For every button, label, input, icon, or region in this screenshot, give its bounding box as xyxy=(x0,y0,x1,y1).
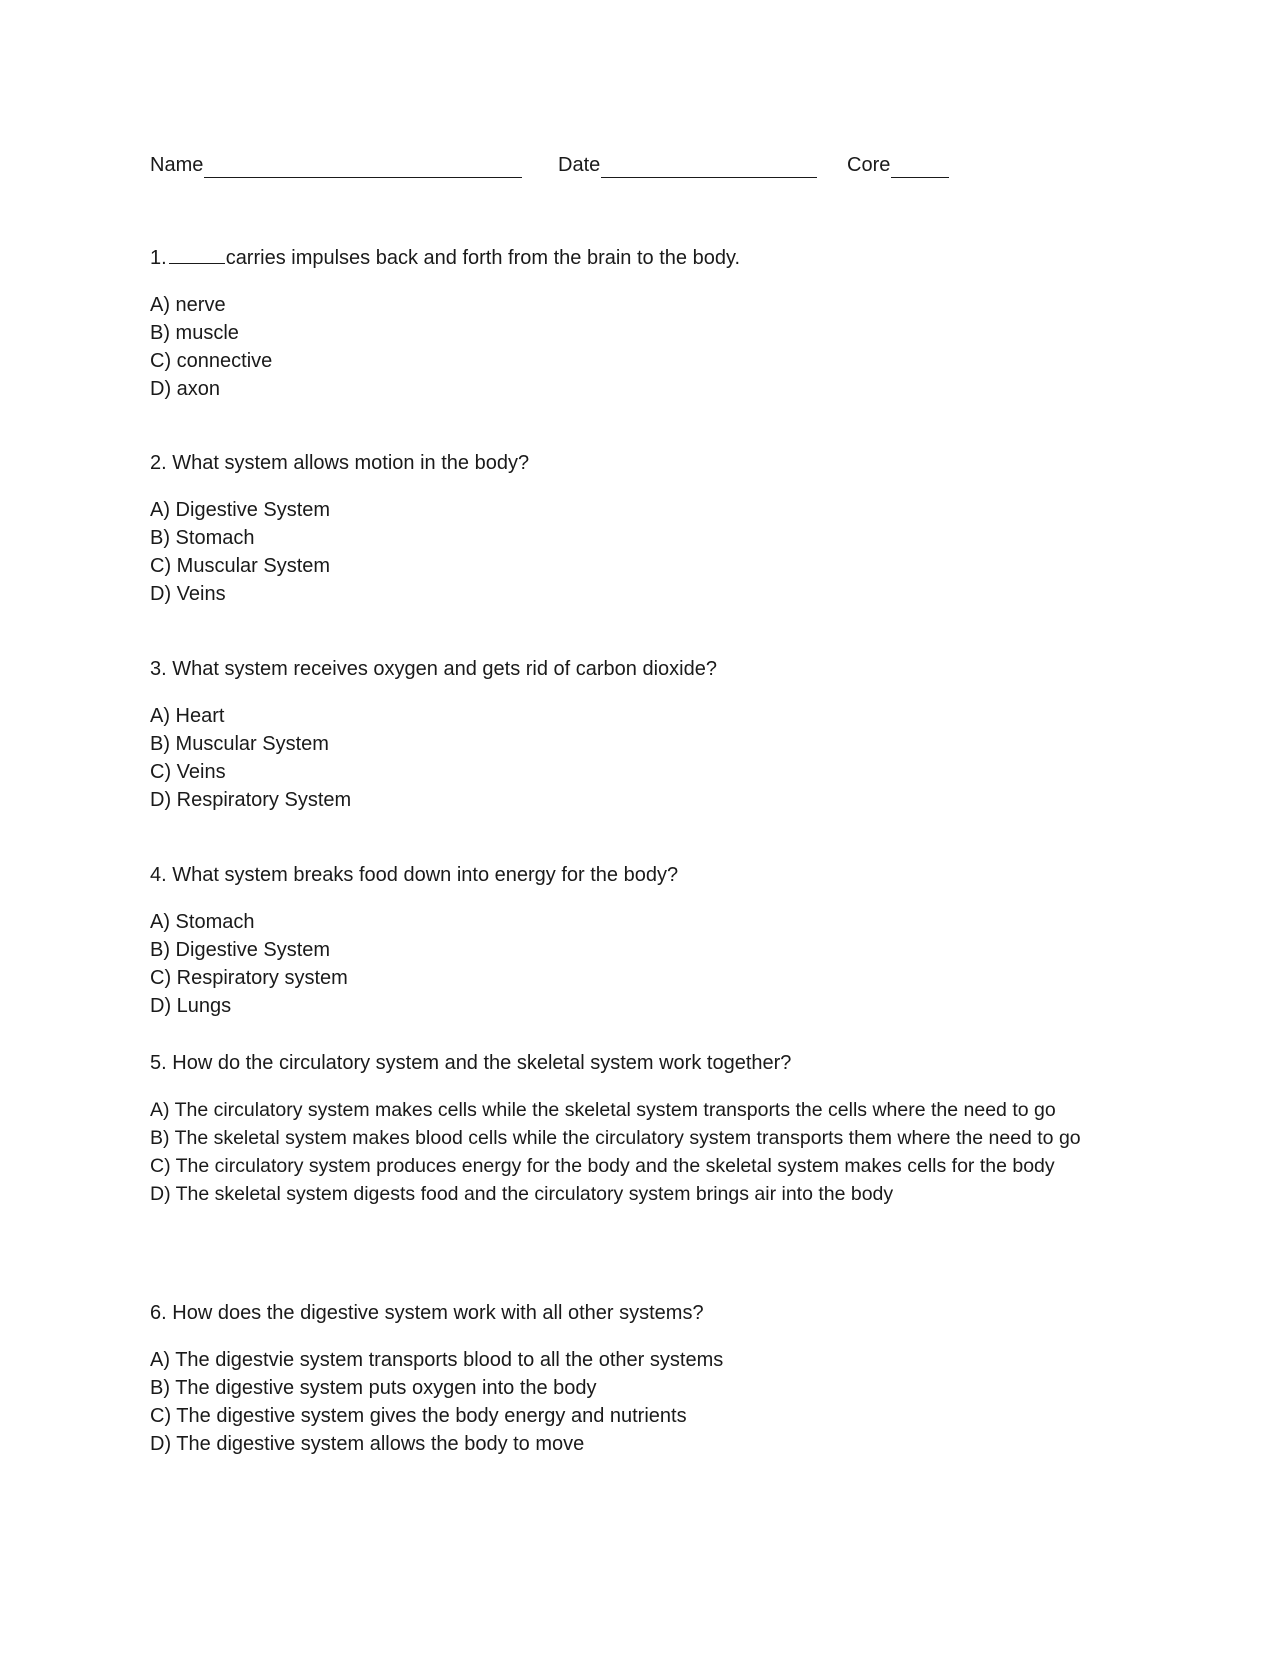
question-text xyxy=(150,1300,1150,1326)
question-prompt: carries impulses back and forth from the brain to the body. xyxy=(225,247,741,269)
option-b[interactable]: B) Muscular System xyxy=(150,733,329,755)
option-list xyxy=(150,291,1150,403)
option-b[interactable]: B) Stomach xyxy=(150,527,255,549)
option-b[interactable]: B) Digestive System xyxy=(150,939,331,961)
question-text xyxy=(150,450,1150,476)
option-b[interactable]: B) muscle xyxy=(150,322,239,344)
option-d[interactable]: D) Respiratory System xyxy=(150,789,352,811)
date-blank[interactable] xyxy=(601,155,817,178)
question-number: 1. xyxy=(150,247,167,269)
question-prompt: How does the digestive system work with all other systems? xyxy=(172,1302,704,1324)
option-d[interactable]: D) Lungs xyxy=(150,995,232,1017)
question-text xyxy=(150,656,1150,682)
question-text xyxy=(150,862,1150,888)
option-a[interactable]: A) The circulatory system makes cells while the skeletal system transports the cells where the need to go xyxy=(150,1099,1056,1121)
option-list xyxy=(150,1346,1150,1458)
question-number: 3. xyxy=(150,658,167,680)
core-label: Core xyxy=(847,154,891,176)
option-a[interactable]: A) The digestvie system transports blood to all the other systems xyxy=(150,1349,724,1371)
question-2 xyxy=(150,450,1150,608)
answer-blank[interactable] xyxy=(169,243,225,264)
question-4 xyxy=(150,862,1150,1020)
option-d[interactable]: D) axon xyxy=(150,378,221,400)
option-b[interactable]: B) The digestive system puts oxygen into the body xyxy=(150,1377,597,1399)
option-d[interactable]: D) The digestive system allows the body to move xyxy=(150,1433,585,1455)
question-text xyxy=(150,243,1150,271)
name-field[interactable] xyxy=(150,152,522,178)
name-blank[interactable] xyxy=(204,155,522,178)
option-list xyxy=(150,908,1150,1020)
question-number: 5. xyxy=(150,1052,167,1074)
option-a[interactable]: A) Stomach xyxy=(150,911,255,933)
option-a[interactable]: A) Digestive System xyxy=(150,499,331,521)
core-field[interactable] xyxy=(847,152,949,178)
question-3 xyxy=(150,656,1150,814)
option-c[interactable]: C) Veins xyxy=(150,761,226,783)
option-b[interactable]: B) The skeletal system makes blood cells while the circulatory system transports them where the need to go xyxy=(150,1127,1081,1149)
option-a[interactable]: A) nerve xyxy=(150,294,226,316)
question-prompt: What system breaks food down into energy for the body? xyxy=(172,864,679,886)
option-list xyxy=(150,496,1150,608)
question-5 xyxy=(150,1050,1140,1208)
name-label: Name xyxy=(150,154,204,176)
header-fields xyxy=(150,152,1150,178)
date-label: Date xyxy=(558,154,601,176)
option-c[interactable]: C) connective xyxy=(150,350,273,372)
option-d[interactable]: D) Veins xyxy=(150,583,226,605)
question-1 xyxy=(150,243,1150,403)
option-d[interactable]: D) The skeletal system digests food and the circulatory system brings air into the body xyxy=(150,1183,894,1205)
question-number: 2. xyxy=(150,452,167,474)
question-6 xyxy=(150,1300,1150,1458)
question-prompt: What system allows motion in the body? xyxy=(172,452,530,474)
option-a[interactable]: A) Heart xyxy=(150,705,225,727)
core-blank[interactable] xyxy=(891,155,949,178)
option-c[interactable]: C) Muscular System xyxy=(150,555,331,577)
question-prompt: What system receives oxygen and gets rid of carbon dioxide? xyxy=(172,658,717,680)
question-number: 6. xyxy=(150,1302,167,1324)
option-list xyxy=(150,702,1150,814)
question-text xyxy=(150,1050,1140,1076)
question-prompt: How do the circulatory system and the skeletal system work together? xyxy=(172,1052,792,1074)
date-field[interactable] xyxy=(558,152,817,178)
question-number: 4. xyxy=(150,864,167,886)
option-c[interactable]: C) The circulatory system produces energy for the body and the skeletal system makes cells for the body xyxy=(150,1155,1055,1177)
option-c[interactable]: C) The digestive system gives the body energy and nutrients xyxy=(150,1405,687,1427)
option-c[interactable]: C) Respiratory system xyxy=(150,967,348,989)
option-list xyxy=(150,1096,1140,1208)
